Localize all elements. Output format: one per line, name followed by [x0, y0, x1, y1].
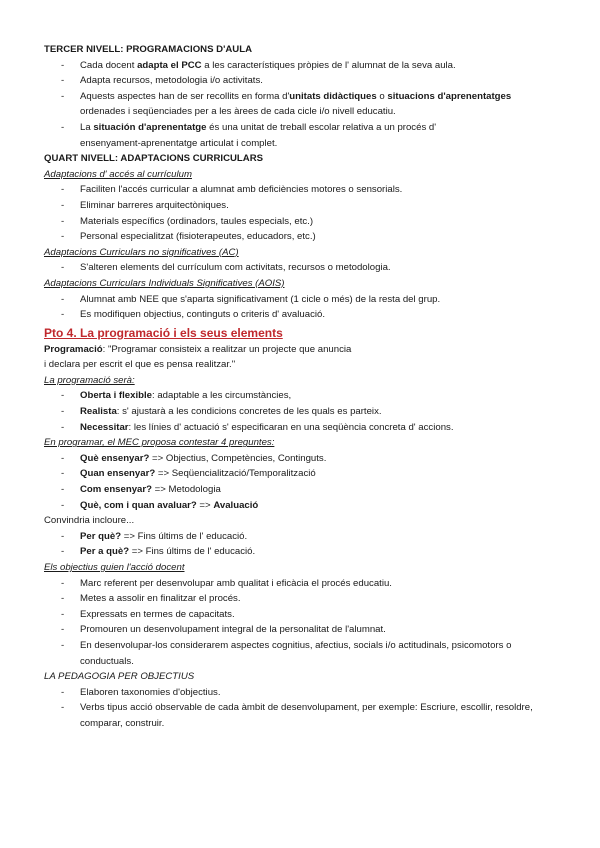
subheading-objectius: Els objectius guien l'acció docent	[44, 562, 185, 573]
list-item: - Es modifiquen objectius, continguts o criteris d' avaluació.	[61, 309, 326, 321]
programacio-definition: Programació: "Programar consisteix a realitzar un projecte que anuncia	[44, 343, 352, 355]
list-item: - Eliminar barreres arquitectòniques.	[61, 199, 229, 211]
list-item: - Marc referent per desenvolupar amb qualitat i eficàcia el procés educatiu.	[61, 577, 392, 589]
list-item: - Metes a assolir en finalitzar el procés.	[61, 593, 241, 605]
list-item: - La situación d'aprenentatge és una unitat de treball escolar relativa a un procés d'	[61, 121, 437, 133]
list-item: - Alumnat amb NEE que s'aparta significativament (1 cicle o més) de la resta del grup.	[61, 293, 441, 305]
list-item: - Expressats en termes de capacitats.	[61, 608, 235, 620]
heading-tercer-nivell: TERCER NIVELL: PROGRAMACIONS D'AULA	[44, 44, 253, 55]
list-item: - Promouren un desenvolupament integral de la personalitat de l'alumnat.	[61, 624, 386, 636]
list-item: - Oberta i flexible: adaptable a les circumstàncies,	[61, 390, 292, 402]
list-item: - Adapta recursos, metodologia i/o activitats.	[61, 75, 263, 87]
subheading-pedagogia: LA PEDAGOGIA PER OBJECTIUS	[44, 671, 195, 683]
subheading-no-significatives: Adaptacions Curriculars no significatives (AC)	[44, 246, 239, 258]
subheading-mec: En programar, el MEC proposa contestar 4 preguntes:	[44, 437, 275, 449]
list-item-continuation: ensenyament-aprenentatge articulat i complet.	[80, 137, 278, 149]
subheading-programacio-sera: La programació serà:	[44, 374, 135, 386]
list-item: - Materials específics (ordinadors, taules especials, etc.)	[61, 215, 314, 227]
list-item: - Aquests aspectes han de ser recollits en forma d'unitats didàctiques o situacions d'aprenentatges	[61, 90, 512, 102]
list-item-continuation: ordenades i seqüenciades per a les àrees de cada cicle i/o nivell educatiu.	[80, 106, 396, 118]
document-page	[44, 42, 564, 732]
list-item: - Faciliten l'accés curricular a alumnat amb deficiències motores o sensorials.	[61, 184, 403, 196]
list-item: - Elaboren taxonomies d'objectius.	[61, 686, 221, 698]
list-item: - Per a què? => Fins últims de l' educació.	[61, 546, 256, 558]
list-item: - En desenvolupar-los considerarem aspectes cognitius, afectius, socials i/o actitudinals, psicomotors o	[61, 639, 512, 651]
list-item: - Verbs tipus acció observable de cada àmbit de desenvolupament, per exemple: Escriure, escollir, resoldre,	[61, 702, 533, 714]
list-item-continuation: comparar, construir.	[80, 717, 165, 729]
list-item: - Necessitar: les línies d' actuació s' especificaran en una seqüència concreta d' accions.	[61, 421, 454, 433]
heading-quart-nivell: QUART NIVELL: ADAPTACIONS CURRICULARS	[44, 153, 264, 165]
subheading-acces: Adaptacions d' accés al currículum	[44, 168, 192, 180]
subheading-significatives: Adaptacions Curriculars Individuals Significatives (AOIS)	[44, 277, 285, 289]
programacio-definition-cont: i declara per escrit el que es pensa realitzar."	[44, 359, 236, 371]
list-item-continuation: conductuals.	[80, 655, 134, 667]
list-item: - Per què? => Fins últims de l' educació.	[61, 530, 248, 542]
list-item: - Què ensenyar? => Objectius, Competències, Continguts.	[61, 452, 327, 464]
convindria-label: Convindria incloure...	[44, 515, 135, 527]
list-item: - Personal especialitzat (fisioterapeutes, educadors, etc.)	[61, 231, 316, 243]
list-item: - Realista: s' ajustarà a les condicions concretes de les quals es parteix.	[61, 406, 382, 418]
list-item: - Quan ensenyar? => Seqüencialització/Temporalització	[61, 468, 316, 480]
list-item: - Cada docent adapta el PCC a les característiques pròpies de l' alumnat de la seva aula.	[61, 59, 456, 71]
list-item: - Què, com i quan avaluar? => Avaluació	[61, 499, 259, 511]
list-item: - Com ensenyar? => Metodologia	[61, 484, 221, 496]
section-title-pto4: Pto 4. La programació i els seus elements	[44, 325, 283, 340]
list-item: - S'alteren elements del currículum com activitats, recursos o metodologia.	[61, 262, 391, 274]
